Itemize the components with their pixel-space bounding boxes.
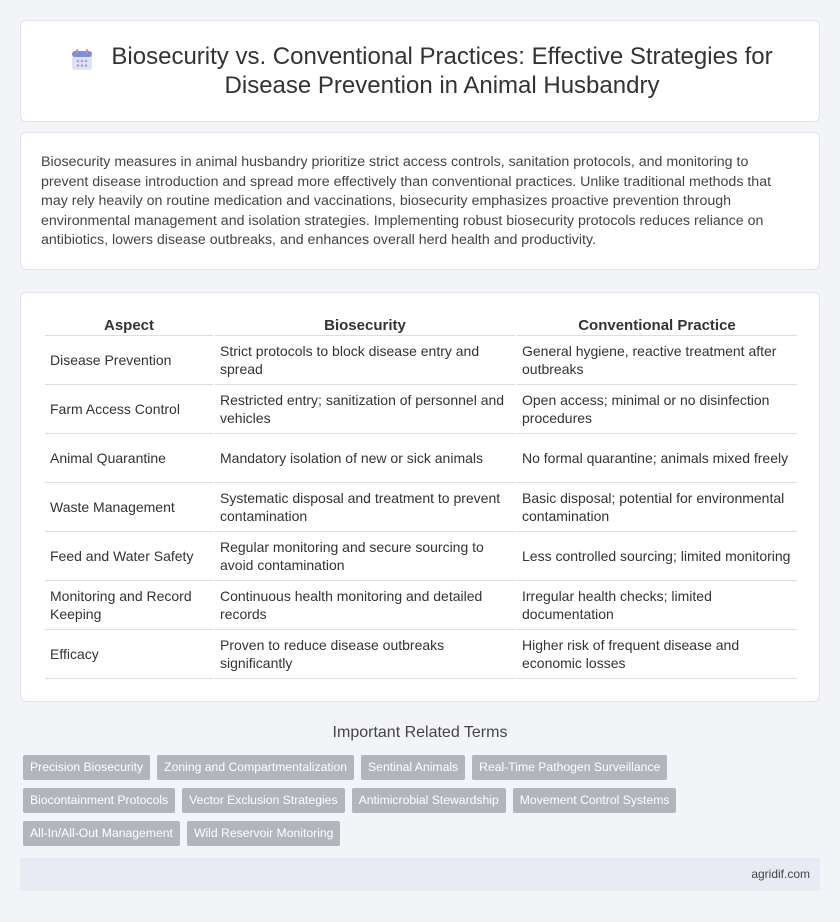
related-term-tag[interactable]: Zoning and Compartmentalization bbox=[157, 755, 354, 780]
conventional-cell: Open access; minimal or no disinfection procedures bbox=[517, 385, 797, 434]
table-header-row bbox=[45, 313, 797, 336]
table-row bbox=[45, 385, 797, 434]
summary-card bbox=[20, 132, 820, 270]
table-row bbox=[45, 581, 797, 630]
biosecurity-cell: Mandatory isolation of new or sick animals bbox=[215, 434, 515, 483]
conventional-cell: General hygiene, reactive treatment after outbreaks bbox=[517, 336, 797, 385]
related-term-tag[interactable]: Antimicrobial Stewardship bbox=[352, 788, 506, 813]
comparison-table bbox=[43, 313, 799, 679]
related-term-tag[interactable]: Movement Control Systems bbox=[513, 788, 677, 813]
biosecurity-cell: Proven to reduce disease outbreaks significantly bbox=[215, 630, 515, 679]
biosecurity-cell: Systematic disposal and treatment to prevent contamination bbox=[215, 483, 515, 532]
conventional-cell: Basic disposal; potential for environmental contamination bbox=[517, 483, 797, 532]
biosecurity-cell: Restricted entry; sanitization of personnel and vehicles bbox=[215, 385, 515, 434]
header-aspect: Aspect bbox=[45, 313, 213, 336]
table-row bbox=[45, 483, 797, 532]
aspect-cell: Disease Prevention bbox=[45, 336, 213, 385]
footer bbox=[20, 858, 820, 891]
table-row bbox=[45, 532, 797, 581]
conventional-cell: Irregular health checks; limited documentation bbox=[517, 581, 797, 630]
related-term-tag[interactable]: All-In/All-Out Management bbox=[23, 821, 180, 846]
aspect-cell: Animal Quarantine bbox=[45, 434, 213, 483]
footer-site-link[interactable]: agridif.com bbox=[751, 867, 810, 881]
aspect-cell: Efficacy bbox=[45, 630, 213, 679]
table-row bbox=[45, 630, 797, 679]
aspect-cell: Feed and Water Safety bbox=[45, 532, 213, 581]
page-title: Biosecurity vs. Conventional Practices: Effective Strategies for Disease Prevention in Animal Husbandry bbox=[111, 43, 773, 99]
conventional-cell: No formal quarantine; animals mixed freely bbox=[517, 434, 797, 483]
conventional-cell: Less controlled sourcing; limited monitoring bbox=[517, 532, 797, 581]
aspect-cell: Waste Management bbox=[45, 483, 213, 532]
biosecurity-cell: Strict protocols to block disease entry and spread bbox=[215, 336, 515, 385]
aspect-cell: Farm Access Control bbox=[45, 385, 213, 434]
related-terms-list bbox=[23, 755, 743, 846]
related-term-tag[interactable]: Sentinal Animals bbox=[361, 755, 465, 780]
related-term-tag[interactable]: Real-Time Pathogen Surveillance bbox=[472, 755, 667, 780]
related-term-tag[interactable]: Vector Exclusion Strategies bbox=[182, 788, 344, 813]
related-term-tag[interactable]: Biocontainment Protocols bbox=[23, 788, 175, 813]
title-card bbox=[20, 20, 820, 122]
related-term-tag[interactable]: Wild Reservoir Monitoring bbox=[187, 821, 341, 846]
biosecurity-cell: Regular monitoring and secure sourcing to avoid contamination bbox=[215, 532, 515, 581]
table-row bbox=[45, 336, 797, 385]
comparison-table-card bbox=[20, 292, 820, 702]
related-terms-title: Important Related Terms bbox=[332, 724, 508, 741]
header-biosecurity: Biosecurity bbox=[215, 313, 515, 336]
header-conventional: Conventional Practice bbox=[517, 313, 797, 336]
conventional-cell: Higher risk of frequent disease and economic losses bbox=[517, 630, 797, 679]
biosecurity-cell: Continuous health monitoring and detailed records bbox=[215, 581, 515, 630]
table-row bbox=[45, 434, 797, 483]
summary-text: Biosecurity measures in animal husbandry prioritize strict access controls, sanitation protocols, and monitoring to prevent disease introduction and spread more effectively than conventional practices. Unlike traditional methods that may rely heavily on routine medication and vaccinations, biosecurity emphasizes proactive prevention through environmental management and isolation strategies. Implementing robust biosecurity protocols reduces reliance on antibiotics, lowers disease outbreaks, and enhances overall herd health and productivity. bbox=[41, 154, 772, 249]
aspect-cell: Monitoring and Record Keeping bbox=[45, 581, 213, 630]
related-term-tag[interactable]: Precision Biosecurity bbox=[23, 755, 150, 780]
